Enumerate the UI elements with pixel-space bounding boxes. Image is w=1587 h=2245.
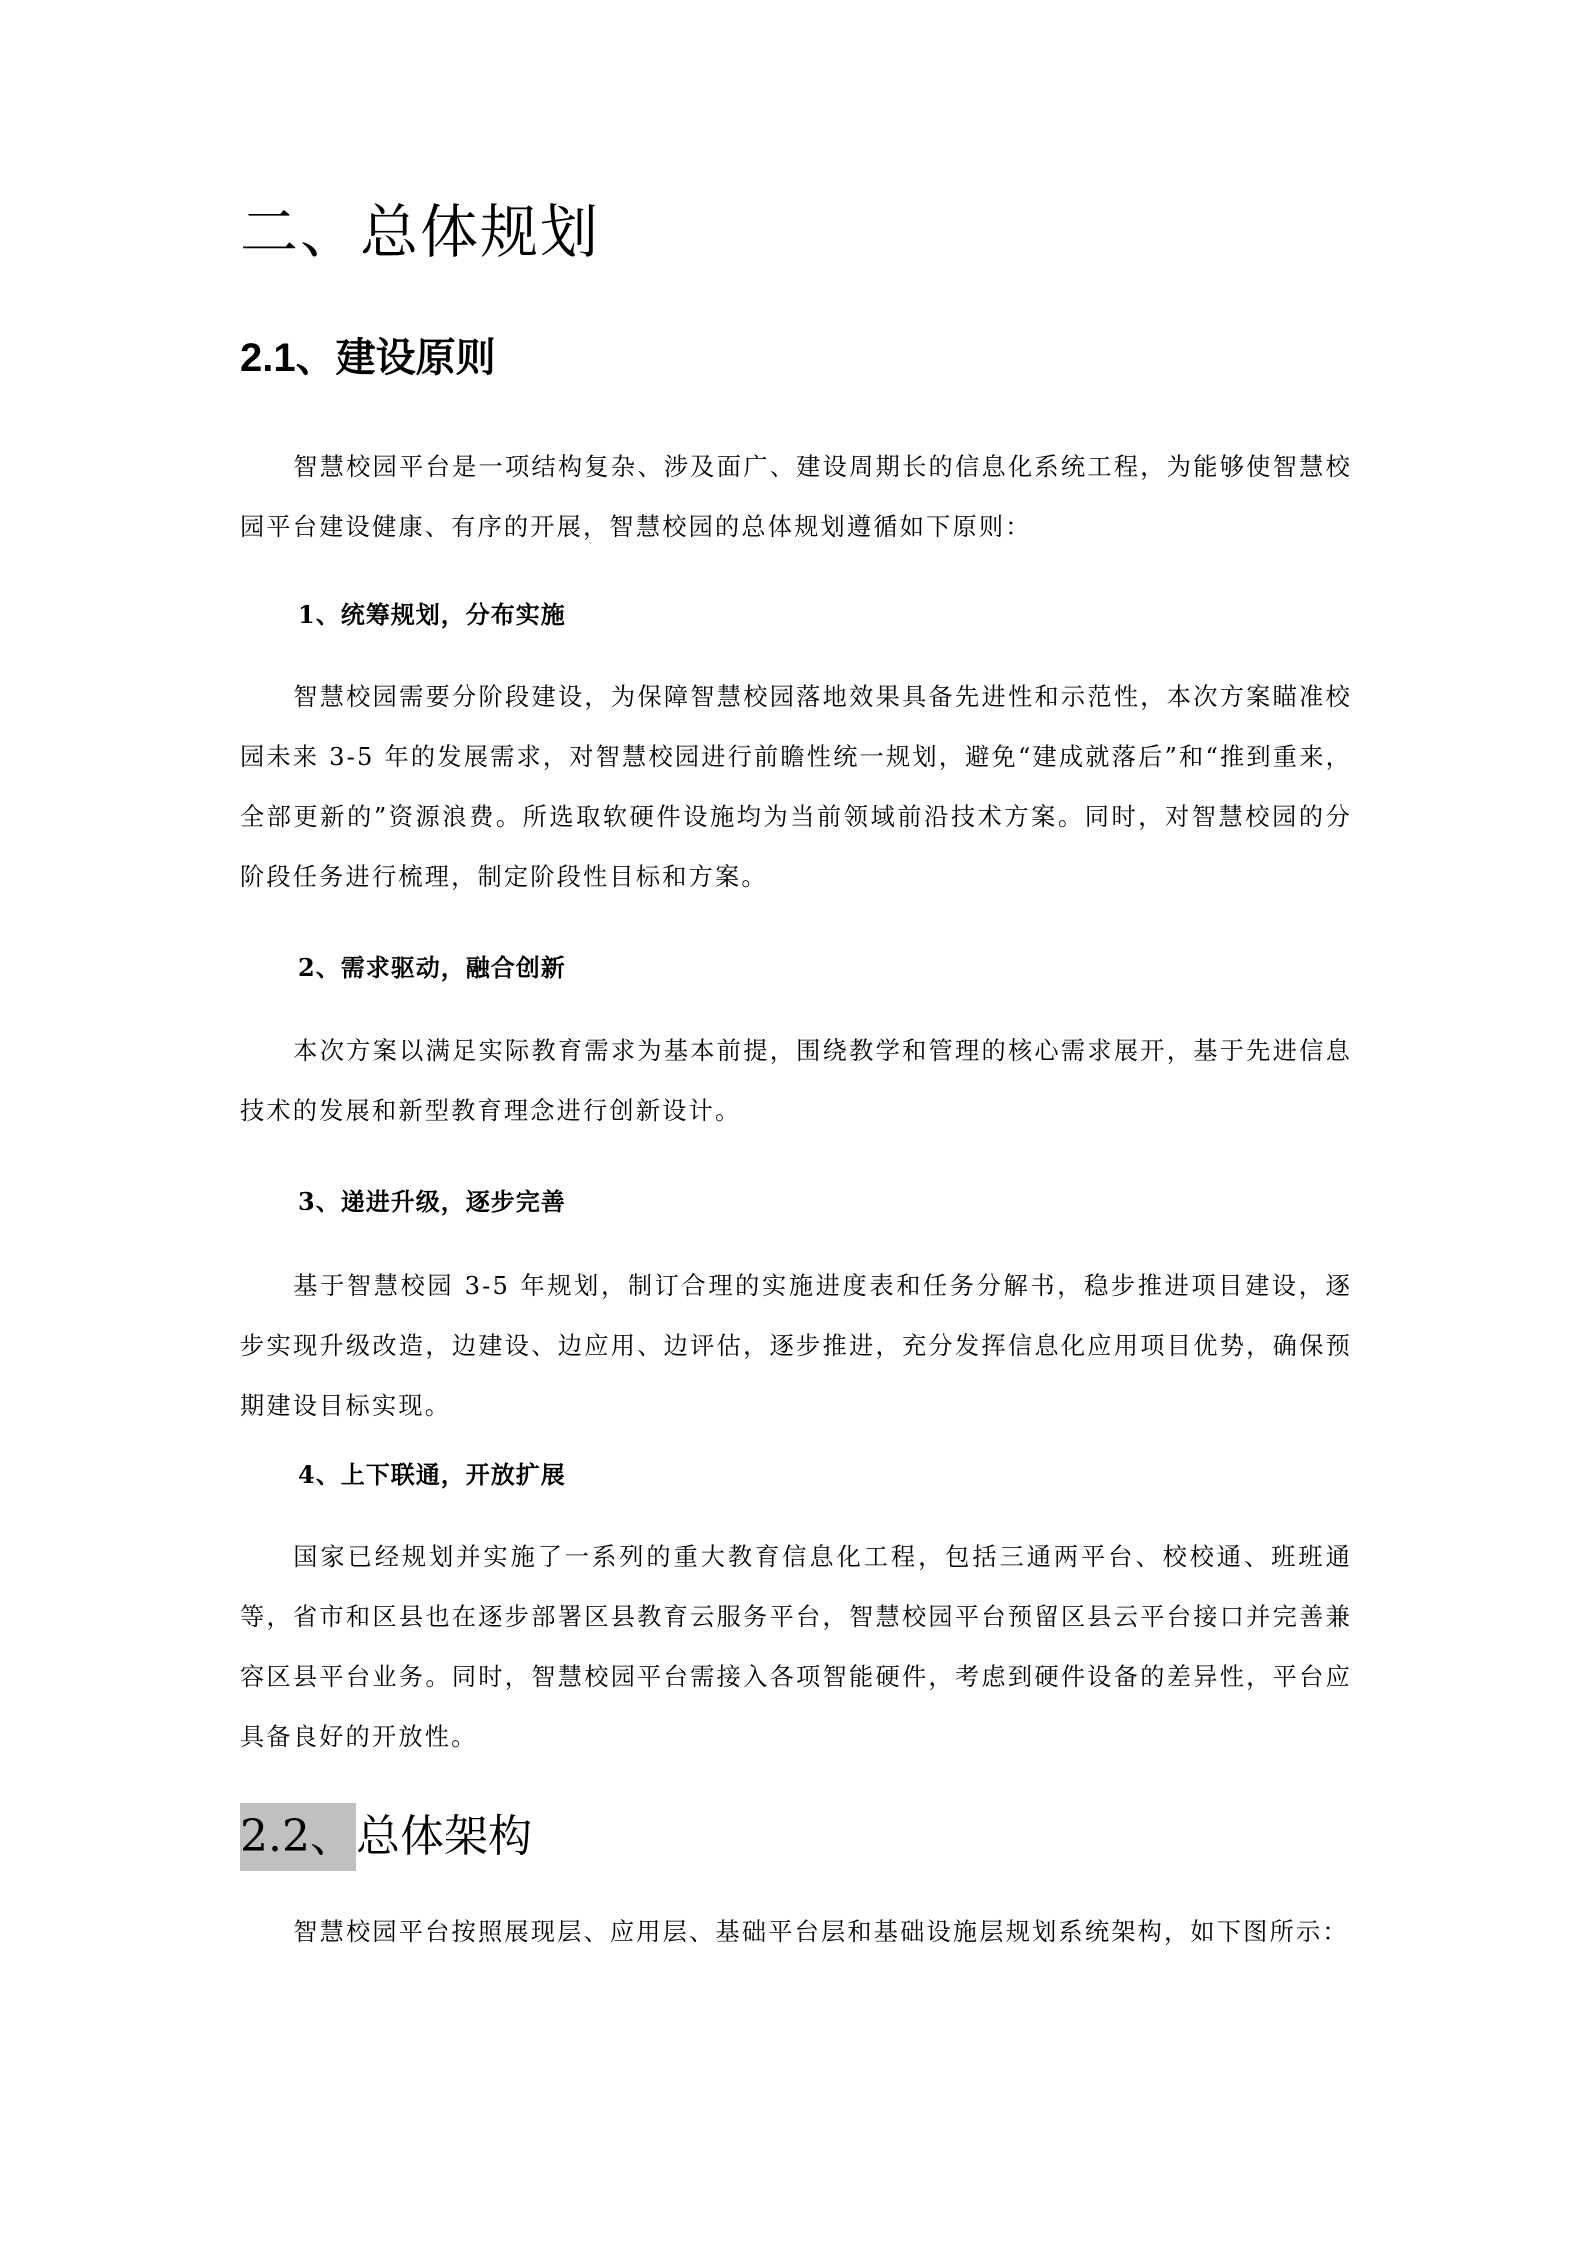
section-2-2-body: 智慧校园平台按照展现层、应用层、基础平台层和基础设施层规划系统架构，如下图所示： xyxy=(293,1918,1349,1946)
principle-3-heading: 3、递进升级，逐步完善 xyxy=(298,1187,566,1216)
section-2-2-title xyxy=(240,1803,532,1871)
principle-4-body: 国家已经规划并实施了一系列的重大教育信息化工程，包括三通两平台、校校通、班班通等，省市和区县也在逐步部署区县教育云服务平台，智慧校园平台预留区县云平台接口并完善兼容区县平台业务。同时，智慧校园平台需接入各项智能硬件，考虑到硬件设备的差异性，平台应具备良好的开放性。 xyxy=(240,1543,1352,1751)
section-2-1-title: 2.1、建设原则 xyxy=(240,336,496,380)
section-2-2-title-text: 总体架构 xyxy=(355,1811,532,1862)
principle-1-body: 智慧校园需要分阶段建设，为保障智慧校园落地效果具备先进性和示范性，本次方案瞄准校园未来 3-5 年的发展需求，对智慧校园进行前瞻性统一规划，避免“建成就落后”和“推到重来，全部更新的”资源浪费。所选取软硬件设施均为当前领域前沿技术方案。同时，对智慧校园的分阶段任务进行梳理，制定阶段性目标和方案。 xyxy=(240,683,1352,891)
principle-3-body: 基于智慧校园 3-5 年规划，制订合理的实施进度表和任务分解书，稳步推进项目建设，逐步实现升级改造，边建设、边应用、边评估，逐步推进，充分发挥信息化应用项目优势，确保预期建设目标实现。 xyxy=(240,1272,1352,1420)
principle-1-heading: 1、统筹规划，分布实施 xyxy=(298,600,566,629)
chapter-title: 二、总体规划 xyxy=(240,198,601,266)
section-2-1-intro: 智慧校园平台是一项结构复杂、涉及面广、建设周期长的信息化系统工程，为能够使智慧校园平台建设健康、有序的开展，智慧校园的总体规划遵循如下原则： xyxy=(240,453,1352,541)
principle-2-body: 本次方案以满足实际教育需求为基本前提，围绕教学和管理的核心需求展开，基于先进信息技术的发展和新型教育理念进行创新设计。 xyxy=(240,1037,1352,1125)
section-2-2-number-highlighted: 2.2、 xyxy=(240,1803,356,1871)
principle-4-heading: 4、上下联通，开放扩展 xyxy=(298,1460,566,1489)
principle-2-heading: 2、需求驱动，融合创新 xyxy=(298,953,566,982)
